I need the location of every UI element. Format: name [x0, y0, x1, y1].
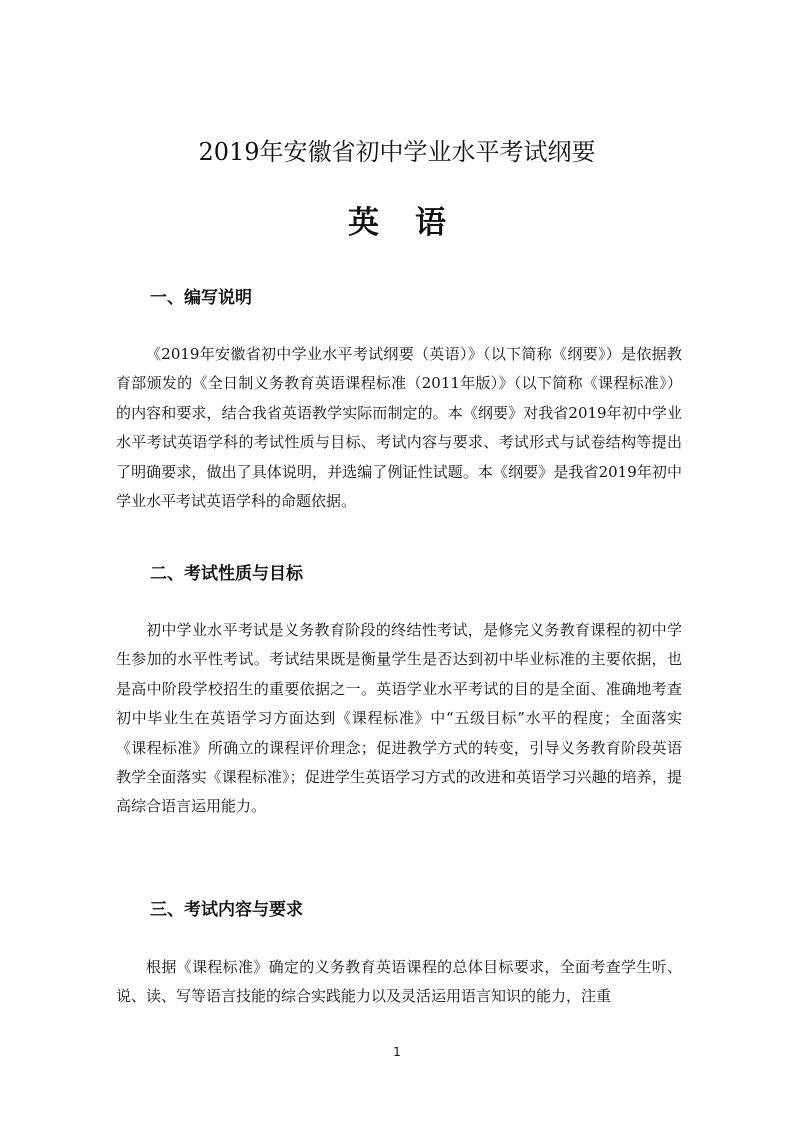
section-heading-writing-notes: 一、编写说明	[150, 288, 252, 308]
section-paragraph-writing-notes: 《2019年安徽省初中学业水平考试纲要（英语）》（以下简称《纲要》）是依据教育部颁发的《全日制义务教育英语课程标准（2011年版）》（以下简称《课程标准》）的内容和要求，结合我省英语教学实际而制定的。本《纲要》对我省2019年初中学业水平考试英语学科的考试性质与目标、考试内容与要求、考试形式与试卷结构等提出了明确要求，做出了具体说明，并选编了例证性试题。本《纲要》是我省2019年初中学业水平考试英语学科的命题依据。	[116, 345, 682, 511]
document-title: 2019年安徽省初中学业水平考试纲要	[198, 138, 596, 166]
subject-title: 英语	[348, 205, 482, 241]
section-heading-exam-nature: 二、考试性质与目标	[150, 564, 303, 584]
section-paragraph-exam-nature: 初中学业水平考试是义务教育阶段的终结性考试，是修完义务教育课程的初中学生参加的水平性考试。考试结果既是衡量学生是否达到初中毕业标准的主要依据，也是高中阶段学校招生的重要依据之一。英语学业水平考试的目的是全面、准确地考查初中毕业生在英语学习方面达到《课程标准》中“五级目标”水平的程度；全面落实《课程标准》所确立的课程评价理念；促进教学方式的转变，引导义务教育阶段英语教学全面落实《课程标准》；促进学生英语学习方式的改进和英语学习兴趣的培养，提高综合语言运用能力。	[116, 621, 682, 816]
section-heading-exam-content: 三、考试内容与要求	[150, 900, 303, 920]
section-paragraph-exam-content: 根据《课程标准》确定的义务教育英语课程的总体目标要求，全面考查学生听、说、读、写等语言技能的综合实践能力以及灵活运用语言知识的能力，注重	[116, 958, 682, 1006]
page-number: 1	[393, 1045, 401, 1059]
